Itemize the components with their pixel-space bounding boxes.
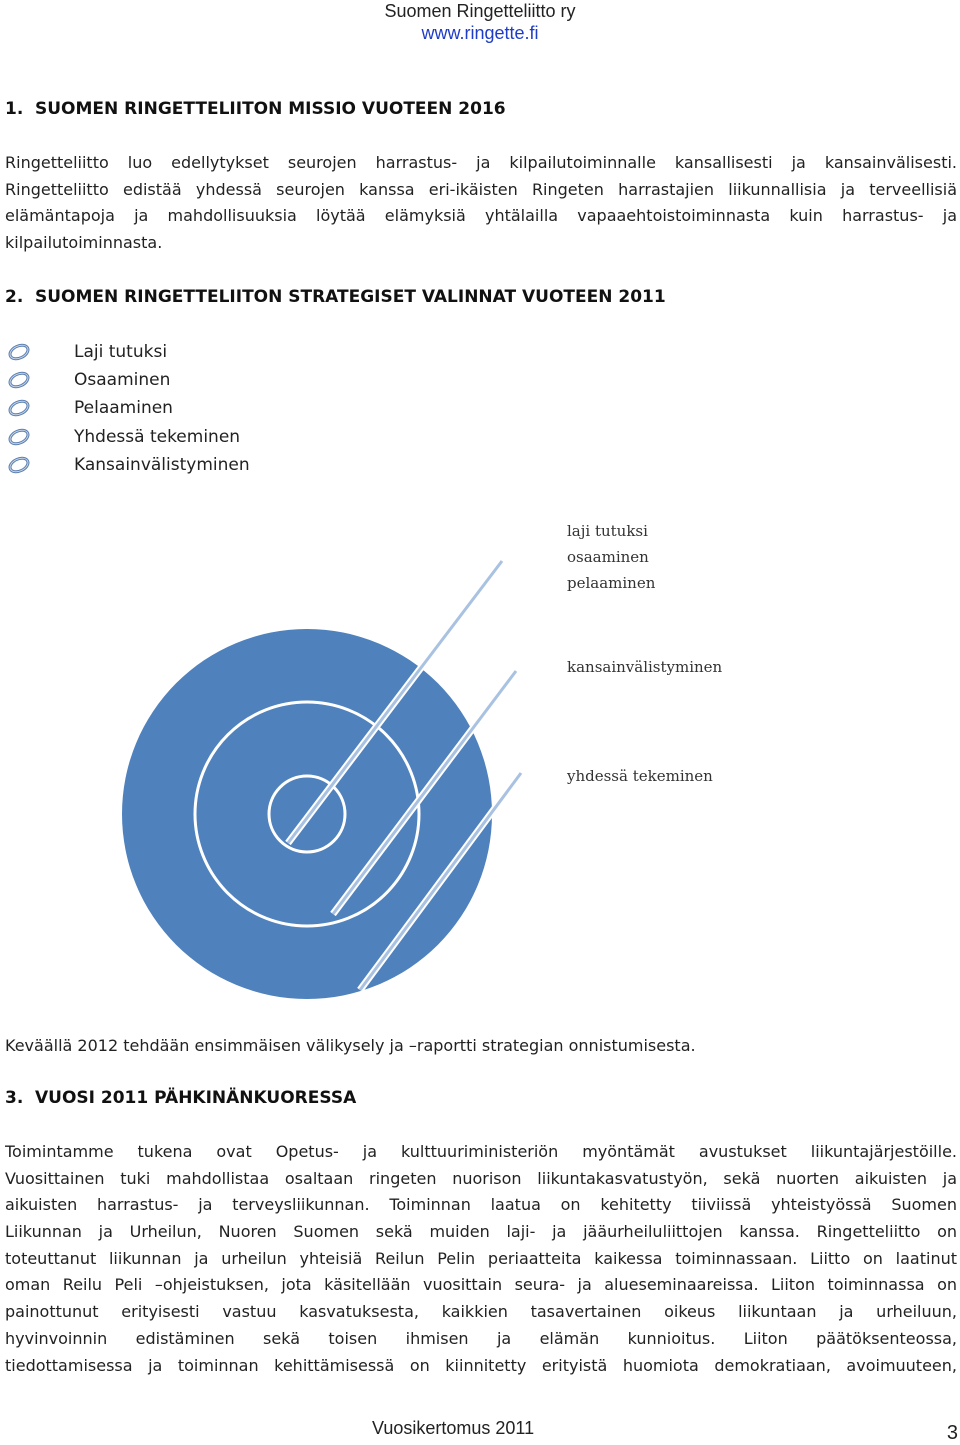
strategy-item-label: Osaaminen	[74, 370, 171, 391]
header-org: Suomen Ringetteliitto ry	[384, 1, 576, 21]
mission-line: Ringetteliitto luo edellytykset seurojen harrastus- ja kilpailutoiminnalle kansallisesti ja kansainvälisesti.	[5, 153, 957, 172]
section3-heading	[5, 1088, 356, 1108]
strategy-item	[0, 394, 250, 422]
section2-title: SUOMEN RINGETTELIITON STRATEGISET VALINNAT VUOTEEN 2011	[35, 287, 666, 307]
page-footer	[0, 1418, 960, 1442]
strategy-item-label: Laji tutuksi	[74, 342, 168, 362]
strategy-item	[0, 423, 250, 451]
strategy-item-label: Yhdessä tekeminen	[74, 426, 241, 447]
summary-line: aikuisten harrastus- ja terveysliikunnan. Toiminnan laatua on kehitetty tiiviissä yhteistyössä Suomen	[5, 1195, 957, 1215]
page-number: 3	[946, 1422, 958, 1444]
ring-bullet-icon	[7, 369, 31, 391]
target-diagram	[0, 520, 960, 1020]
summary-line: hyvinvoinnin edistäminen sekä toisen ihmisen ja elämän kunnioitus. Liiton päätöksenteossa,	[5, 1328, 957, 1348]
section1-title: SUOMEN RINGETTELIITON MISSIO VUOTEEN 2016	[35, 99, 506, 119]
section2-number: 2.	[5, 287, 24, 307]
summary-line: toteuttanut liikunnan ja urheilun yhteisiä Reilun Pelin periaatteita kaikessa toiminnassaan. Liitto on laatinut	[5, 1248, 957, 1268]
strategy-item-label: Kansainvälistyminen	[74, 454, 250, 475]
section1-number: 1.	[5, 99, 24, 119]
mission-line: kilpailutoiminnasta.	[5, 233, 163, 253]
strategy-item	[0, 451, 250, 479]
strategy-item	[0, 338, 250, 366]
diagram-label-yhdessa: yhdessä tekeminen	[567, 767, 713, 785]
footer-title: Vuosikertomus 2011	[372, 1418, 535, 1438]
summary-line: tiedottamisessa ja toiminnan kehittämisessä on kiinnitetty erityistä huomiota demokratiaan, avoimuuteen,	[5, 1355, 957, 1375]
summary-line: Vuosittainen tuki mahdollistaa osaltaan ringeten nuorison liikuntakasvatustyön, sekä nuorten aikuisten ja	[5, 1168, 957, 1188]
survey-note-text: Keväällä 2012 tehdään ensimmäisen välikysely ja –raportti strategian onnistumisesta.	[5, 1036, 696, 1055]
section2-heading	[5, 287, 666, 307]
summary-line: Liikunnan ja Urheilun, Nuoren Suomen sekä muiden laji- ja jääurheiluliittojen kanssa. Ringetteliitto on	[5, 1222, 957, 1242]
mission-line: Ringetteliitto edistää yhdessä seurojen kanssa eri-ikäisten Ringeten harrastajien liikunnallisia ja terveellisiä	[5, 179, 957, 199]
strategy-item	[0, 366, 250, 394]
mission-line: elämäntapoja ja mahdollisuuksia löytää elämyksiä yhtälailla vapaaehtoistoiminnasta kuin harrastus- ja	[5, 206, 957, 226]
diagram-label-osaaminen: osaaminen	[567, 548, 649, 566]
ring-bullet-icon	[7, 341, 31, 363]
section1-heading	[5, 99, 506, 119]
summary-line: oman Reilu Peli –ohjeistuksen, jota käsitellään vuosittain seura- ja alueseminaareissa. Liiton toiminnassa on	[5, 1275, 957, 1295]
diagram-label-laji: laji tutuksi	[567, 522, 648, 540]
ring-bullet-icon	[7, 454, 31, 476]
strategy-list	[0, 338, 250, 479]
ring-bullet-icon	[7, 426, 31, 448]
ring-bullet-icon	[7, 397, 31, 419]
survey-note	[5, 1033, 957, 1060]
diagram-label-pelaaminen: pelaaminen	[567, 574, 656, 592]
header-url[interactable]: www.ringette.fi	[421, 23, 539, 43]
summary-line: Toimintamme tukena ovat Opetus- ja kulttuuriministeriön myöntämät avustukset liikuntajärjestöille.	[5, 1142, 957, 1161]
diagram-label-kansainvalistyminen: kansainvälistyminen	[567, 658, 723, 676]
section3-number: 3.	[5, 1088, 24, 1108]
summary-line: painottunut erityisesti vastuu kasvatuksesta, kaikkien tasavertainen oikeus liikuntaan ja urheiluun,	[5, 1302, 957, 1322]
year-summary-paragraph	[5, 1139, 957, 1379]
strategy-item-label: Pelaaminen	[74, 398, 173, 419]
section3-title: VUOSI 2011 PÄHKINÄNKUORESSA	[35, 1088, 357, 1108]
mission-paragraph	[5, 150, 957, 257]
